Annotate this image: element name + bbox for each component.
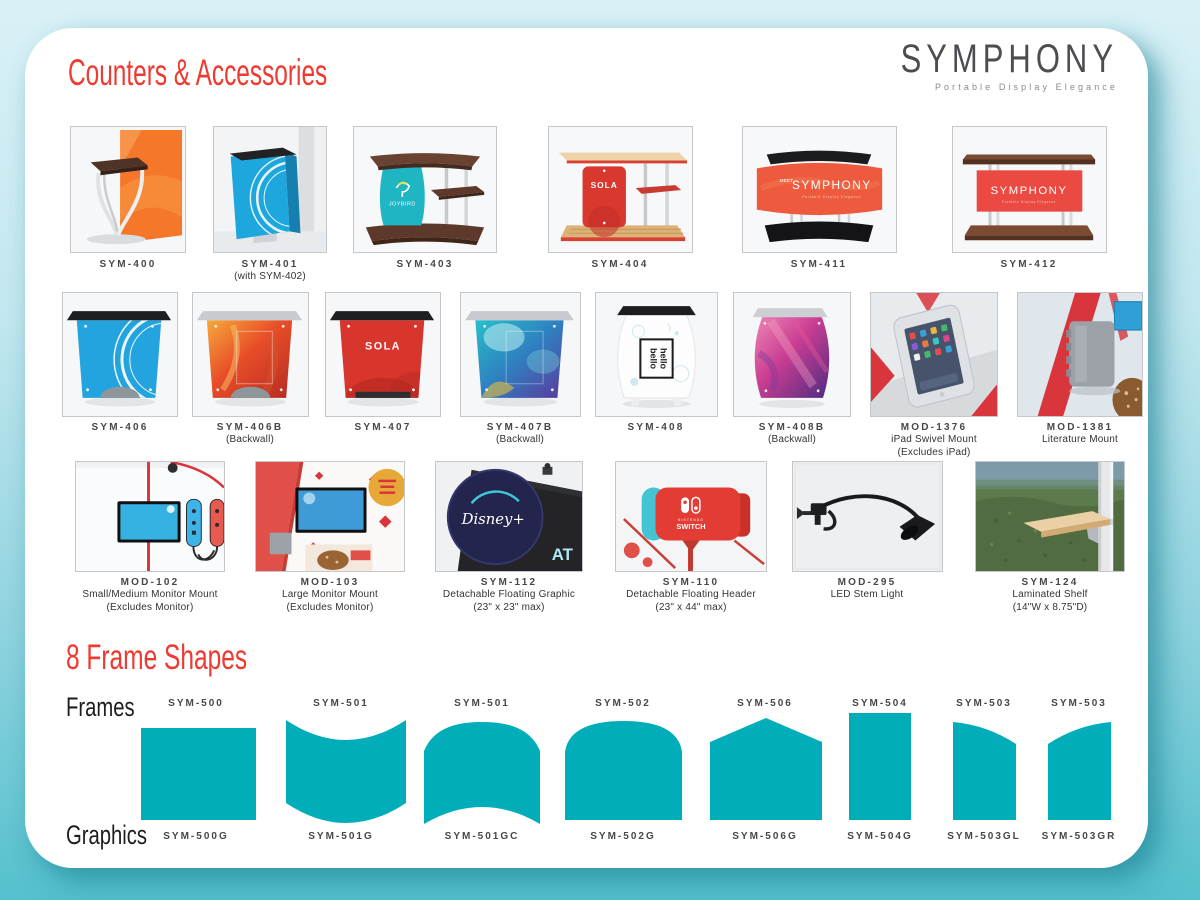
frame-shape-sym-506 (710, 716, 822, 820)
product-label-sym-403: SYM-403 (396, 259, 454, 270)
sym-412-illustration (953, 127, 1106, 252)
product-image-mod-295 (792, 461, 943, 572)
product-label-sym-124: SYM-124 Laminated Shelf (14"W x 8.75"D) (1012, 577, 1088, 613)
svg-text:AT: AT (551, 545, 573, 565)
product-label-sym-408b: SYM-408B (Backwall) (758, 422, 826, 445)
product-label-sym-408: SYM-408 (627, 422, 685, 433)
product-image-mod-103 (255, 461, 405, 572)
frame-code-sym-504: SYM-504 (852, 698, 908, 709)
product-label-sym-406: SYM-406 (91, 422, 149, 433)
product-label-sym-406b: SYM-406B (Backwall) (216, 422, 284, 445)
sym-408-illustration (596, 293, 717, 416)
sym-411-illustration (743, 127, 896, 252)
frame-code-sym-501: SYM-501 (313, 698, 369, 709)
mod-1376-illustration (871, 293, 997, 416)
svg-text:Disney+: Disney+ (461, 510, 525, 528)
sym-112-illustration (436, 462, 582, 571)
product-label-sym-404: SYM-404 (591, 259, 649, 270)
frame-code-sym-503l: SYM-503 (956, 698, 1012, 709)
graphic-code-sym-503gl: SYM-503GL (947, 831, 1021, 842)
product-label-mod-102: MOD-102 Small/Medium Monitor Mount (Excludes Monitor) (82, 577, 218, 613)
graphic-code-sym-502g: SYM-502G (590, 831, 656, 842)
product-label-sym-401: SYM-401 (with SYM-402) (234, 259, 306, 282)
product-label-sym-412: SYM-412 (1000, 259, 1058, 270)
sym-401-illustration (214, 127, 326, 252)
graphic-code-sym-501gc: SYM-501GC (444, 831, 520, 842)
product-image-mod-1381 (1017, 292, 1143, 417)
brand-logo (901, 36, 1118, 92)
sym-407b-illustration (461, 293, 580, 416)
sym-406b-illustration (193, 293, 308, 416)
product-label-sym-110: SYM-110 Detachable Floating Header (23" x 44" max) (626, 577, 756, 613)
product-image-sym-406b (192, 292, 309, 417)
frame-shape-sym-501c (424, 717, 540, 824)
product-image-sym-407b (460, 292, 581, 417)
frame-code-sym-506: SYM-506 (737, 698, 793, 709)
graphic-code-sym-504g: SYM-504G (847, 831, 913, 842)
product-label-sym-411: SYM-411 (790, 259, 848, 270)
frame-shape-sym-504 (849, 713, 911, 820)
product-image-mod-102 (75, 461, 225, 572)
sym-404-illustration (549, 127, 692, 252)
product-image-sym-412 (952, 126, 1107, 253)
product-image-sym-110 (615, 461, 767, 572)
frame-shapes-title: 8 Frame Shapes (66, 638, 248, 677)
product-label-mod-1381: MOD-1381 Literature Mount (1041, 422, 1119, 445)
sym-110-illustration (616, 462, 766, 571)
frame-shape-sym-501 (286, 720, 406, 825)
sym-400-illustration (71, 127, 185, 252)
svg-text:hello: hello (658, 347, 669, 370)
product-image-sym-408 (595, 292, 718, 417)
sym-124-illustration (976, 462, 1124, 571)
svg-text:Portable Display Elegance: Portable Display Elegance (802, 194, 862, 199)
frames-row-label: Frames (66, 692, 135, 722)
brand-logo-tagline: Portable Display Elegance (934, 82, 1118, 92)
page-title: Counters & Accessories (68, 52, 328, 93)
product-image-sym-112 (435, 461, 583, 572)
svg-text:bello: bello (648, 347, 659, 370)
svg-text:NINTENDO: NINTENDO (678, 517, 704, 522)
product-image-sym-407 (325, 292, 441, 417)
frame-code-sym-501c: SYM-501 (454, 698, 510, 709)
svg-text:JOYBIRD: JOYBIRD (388, 201, 416, 208)
frame-shape-sym-503r (1048, 721, 1111, 820)
product-label-mod-103: MOD-103 Large Monitor Mount (Excludes Monitor) (281, 577, 379, 613)
mod-102-illustration (76, 462, 224, 571)
product-label-sym-400: SYM-400 (99, 259, 157, 270)
graphic-code-sym-501g: SYM-501G (308, 831, 374, 842)
product-label-sym-407b: SYM-407B (Backwall) (486, 422, 554, 445)
svg-text:SOLA: SOLA (365, 340, 401, 353)
mod-103-illustration (256, 462, 404, 571)
graphic-code-sym-500g: SYM-500G (163, 831, 229, 842)
svg-text:SOLA: SOLA (590, 180, 618, 191)
product-label-sym-407: SYM-407 (354, 422, 412, 433)
frame-code-sym-502: SYM-502 (595, 698, 651, 709)
frame-shape-sym-502 (565, 718, 682, 820)
sym-407-illustration (326, 293, 440, 416)
mod-295-illustration (793, 462, 942, 571)
svg-text:SYMPHONY: SYMPHONY (792, 178, 872, 193)
product-image-sym-401 (213, 126, 327, 253)
product-label-sym-112: SYM-112 Detachable Floating Graphic (23" x 23" max) (442, 577, 576, 613)
product-image-sym-400 (70, 126, 186, 253)
frame-code-sym-500: SYM-500 (168, 698, 224, 709)
product-image-sym-403 (353, 126, 497, 253)
graphic-code-sym-503gr: SYM-503GR (1041, 831, 1117, 842)
mod-1381-illustration (1018, 293, 1142, 416)
product-label-mod-295: MOD-295 LED Stem Light (830, 577, 904, 600)
svg-text:SWITCH: SWITCH (676, 521, 706, 531)
sym-403-illustration (354, 127, 496, 252)
product-image-sym-408b (733, 292, 851, 417)
frame-shape-sym-503l (953, 721, 1016, 820)
graphic-code-sym-506g: SYM-506G (732, 831, 798, 842)
sym-408b-illustration (734, 293, 850, 416)
product-image-sym-406 (62, 292, 178, 417)
frame-shape-sym-500 (141, 728, 256, 820)
brand-logo-name: SYMPHONY (900, 36, 1118, 81)
product-image-sym-404 (548, 126, 693, 253)
frame-code-sym-503r: SYM-503 (1051, 698, 1107, 709)
product-image-mod-1376 (870, 292, 998, 417)
product-image-sym-124 (975, 461, 1125, 572)
product-image-sym-411 (742, 126, 897, 253)
svg-text:SYMPHONY: SYMPHONY (990, 184, 1068, 197)
svg-text:MEET: MEET (779, 179, 794, 185)
sym-406-illustration (63, 293, 177, 416)
graphics-row-label: Graphics (66, 820, 148, 850)
svg-text:Portable Display Elegance: Portable Display Elegance (1001, 199, 1057, 204)
product-label-mod-1376: MOD-1376 iPad Swivel Mount (Excludes iPad) (891, 422, 977, 458)
